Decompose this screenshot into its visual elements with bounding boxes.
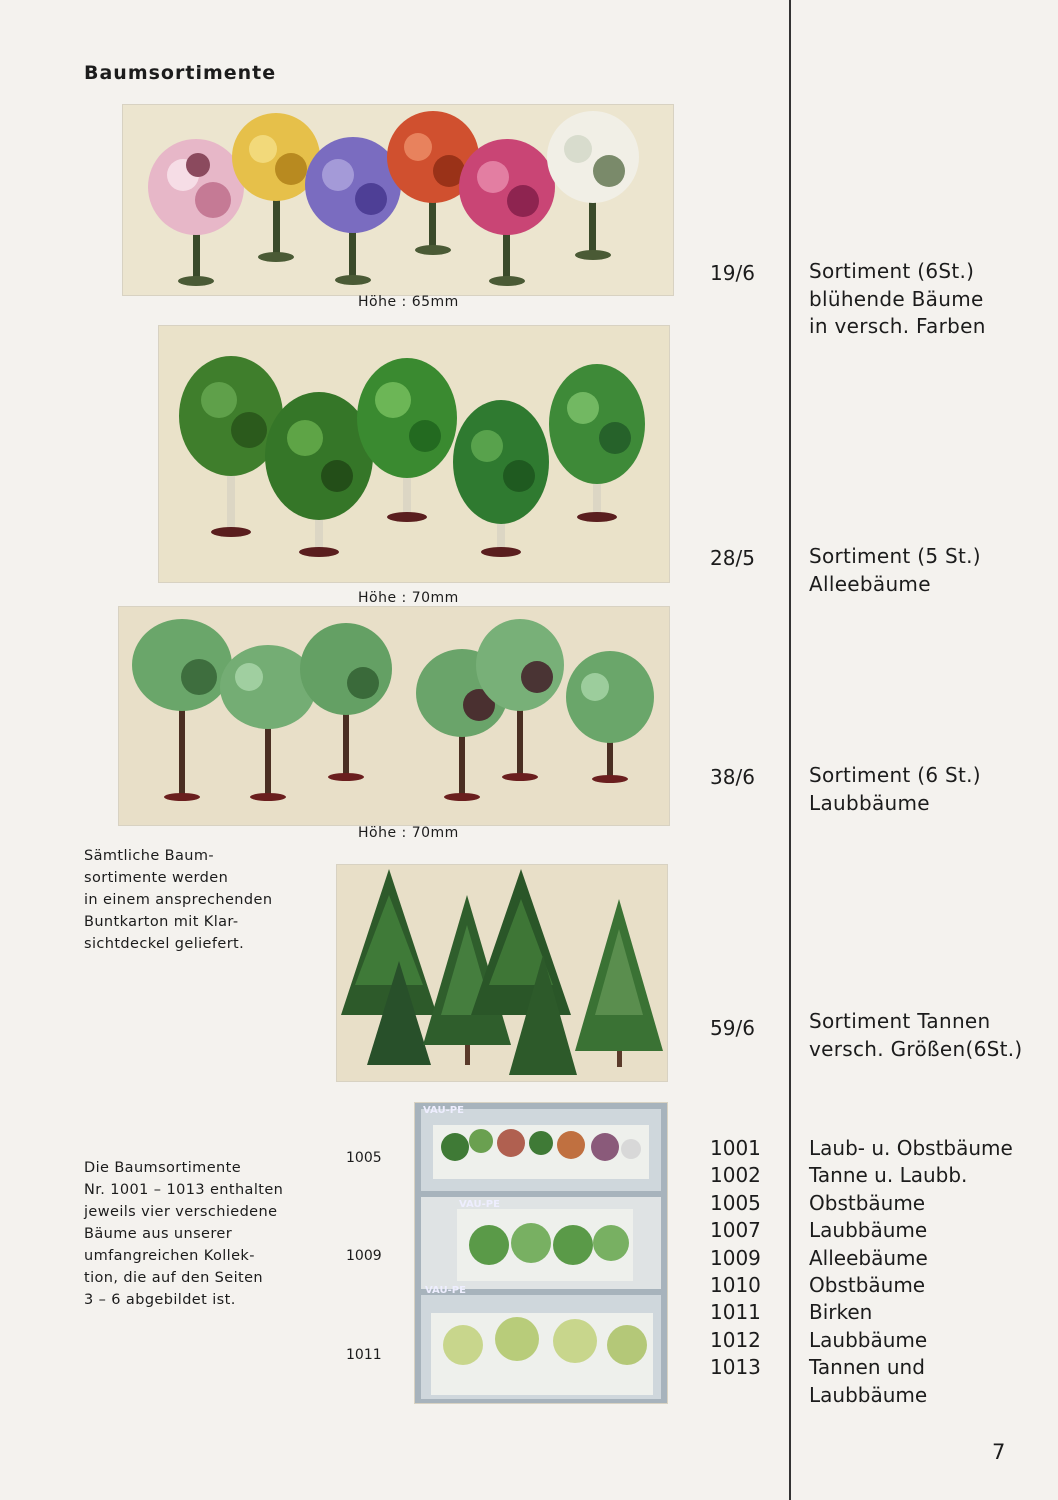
range-note: Die Baumsortimente Nr. 1001 – 1013 enthalten jeweils vier verschiedene Bäume aus unserer umfangreichen Kollek- tion, die auf den Seiten 3 – 6 abgebildet ist. <box>84 1160 284 1308</box>
box-label-1005: 1005 <box>346 1150 382 1166</box>
page-title: Baumsortimente <box>84 62 277 84</box>
catalog-number: 1001 <box>710 1136 761 1160</box>
catalog-names <box>809 1135 1013 1409</box>
catalog-name: Alleebäume <box>809 1245 928 1270</box>
height-caption-blossom: Höhe : 65mm <box>358 294 459 310</box>
brand-label-middle: VAU-PE <box>459 1199 500 1210</box>
column-divider <box>789 0 791 1500</box>
catalog-name: Obstbäume <box>809 1273 926 1298</box>
price-deciduous: 38/6 <box>710 765 755 789</box>
box-label-1011: 1011 <box>346 1347 382 1363</box>
catalog-number: 1005 <box>710 1190 761 1215</box>
description-blossom: Sortiment (6St.) blühende Bäume in versch. Farben <box>809 259 986 338</box>
photo-boxed-sets <box>414 1102 668 1404</box>
catalog-name: Tanne u. Laubb. <box>809 1163 968 1188</box>
catalog-number: 1007 <box>710 1218 761 1243</box>
photo-deciduous-trees <box>118 606 670 826</box>
photo-avenue-trees <box>158 325 670 583</box>
brand-label-bottom: VAU-PE <box>425 1285 466 1296</box>
price-blossom: 19/6 <box>710 261 755 285</box>
height-caption-avenue: Höhe : 70mm <box>358 590 459 606</box>
catalog-name: Laubbäume <box>809 1327 928 1352</box>
brand-label-top: VAU-PE <box>423 1105 464 1116</box>
photo-blossom-trees <box>122 104 674 296</box>
description-firs: Sortiment Tannen versch. Größen(6St.) <box>809 1009 1023 1061</box>
catalog-name: Obstbäume <box>809 1190 926 1215</box>
packaging-note: Sämtliche Baum- sortimente werden in einem ansprechenden Buntkarton mit Klar- sichtdeckel geliefert. <box>84 848 273 952</box>
price-firs: 59/6 <box>710 1016 755 1040</box>
catalog-name: Laub- u. Obstbäume <box>809 1136 1013 1160</box>
price-avenue: 28/5 <box>710 546 755 570</box>
box-label-1009: 1009 <box>346 1248 382 1264</box>
page-number: 7 <box>992 1440 1006 1464</box>
catalog-number: 1009 <box>710 1245 761 1270</box>
catalog-numbers <box>710 1135 761 1382</box>
catalog-number: 1012 <box>710 1327 761 1352</box>
description-deciduous: Sortiment (6 St.) Laubbäume <box>809 763 981 815</box>
catalog-name: Birken <box>809 1300 873 1325</box>
catalog-name: Tannen und Laubbäume <box>809 1355 928 1407</box>
photo-fir-trees <box>336 864 668 1082</box>
catalog-number: 1013 <box>710 1355 761 1380</box>
height-caption-deciduous: Höhe : 70mm <box>358 825 459 841</box>
description-avenue: Sortiment (5 St.) Alleebäume <box>809 544 981 596</box>
catalog-name: Laubbäume <box>809 1218 928 1243</box>
catalog-number: 1002 <box>710 1163 761 1188</box>
catalog-number: 1011 <box>710 1300 761 1325</box>
catalog-number: 1010 <box>710 1273 761 1298</box>
